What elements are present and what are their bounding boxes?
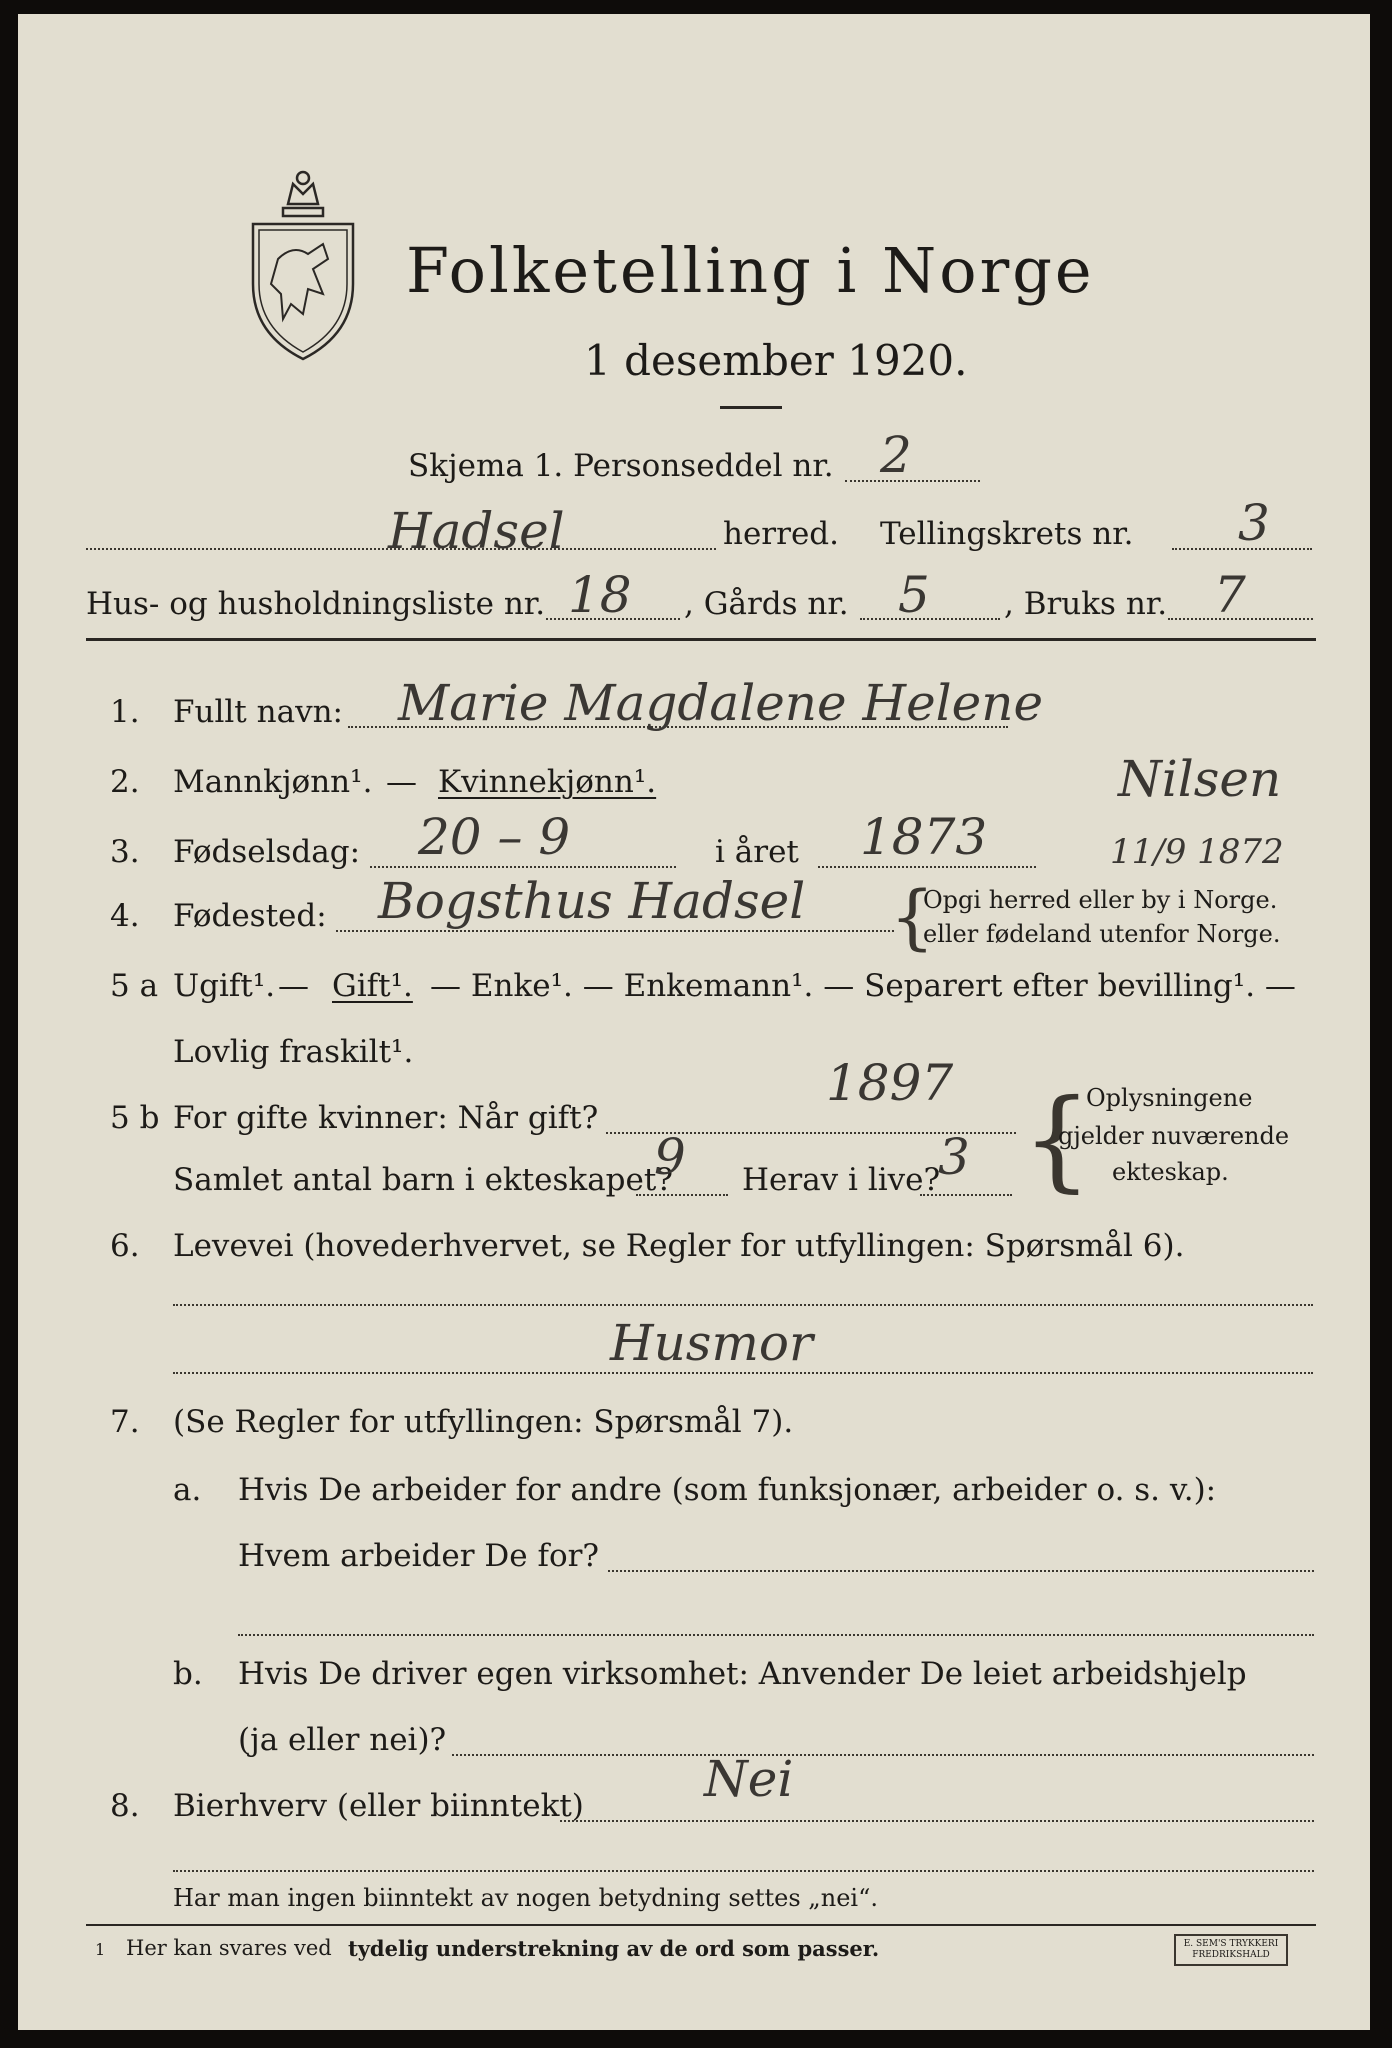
schema-line xyxy=(845,480,980,482)
q3-correction-note: 11/9 1872 xyxy=(1110,832,1284,872)
q5b-children-label: Samlet antal barn i ekteskapet? xyxy=(173,1162,673,1198)
q5b-note-3: ekteskap. xyxy=(1112,1158,1229,1186)
q5a-dash: — xyxy=(278,968,309,1004)
q3-line xyxy=(370,866,676,868)
footnote-text-2: tydelig understrekning av de ord som passer. xyxy=(348,1936,880,1961)
q4-note-2: eller fødeland utenfor Norge. xyxy=(923,920,1281,948)
q1-value: Marie Magdalene Helene xyxy=(398,674,1044,732)
title-divider xyxy=(720,406,782,409)
q5a-unmarried-option: Ugift¹. xyxy=(173,968,276,1004)
q3-year-value: 1873 xyxy=(860,808,988,866)
coat-of-arms-icon xyxy=(243,164,363,364)
q7a-number: a. xyxy=(173,1472,202,1508)
tellingskrets-label: Tellingskrets nr. xyxy=(880,516,1134,552)
q4-number: 4. xyxy=(110,898,140,934)
q8-line-2 xyxy=(173,1870,1314,1872)
q1-value-continued: Nilsen xyxy=(1118,750,1282,808)
q5b-value: 1897 xyxy=(826,1054,954,1112)
q8-label: Bierhverv (eller biinntekt) xyxy=(173,1788,584,1824)
hus-label: Hus- og husholdningsliste nr. xyxy=(86,586,546,622)
q7a-line-1 xyxy=(608,1570,1314,1572)
q3-number: 3. xyxy=(110,834,140,870)
q8-line-1 xyxy=(560,1820,1314,1822)
q3-label: Fødselsdag: xyxy=(173,834,361,870)
q6-number: 6. xyxy=(110,1228,140,1264)
q6-value: Husmor xyxy=(610,1314,813,1372)
printer-name: E. SEM'S TRYKKERI xyxy=(1183,1939,1279,1949)
header-rule xyxy=(86,638,1316,641)
q5a-married-option-selected: Gift¹. xyxy=(332,968,413,1004)
q5b-label: For gifte kvinner: Når gift? xyxy=(173,1100,599,1136)
q1-label: Fullt navn: xyxy=(173,694,343,730)
hus-value: 18 xyxy=(568,566,632,624)
q5b-brace: { xyxy=(1022,1075,1092,1203)
q5b-children-value: 9 xyxy=(654,1128,686,1186)
footer-rule xyxy=(86,1924,1316,1926)
footnote-number: 1 xyxy=(95,1940,106,1959)
q5b-note-2: gjelder nuværende xyxy=(1058,1122,1290,1150)
q6-line-1 xyxy=(173,1304,1313,1306)
q5b-children-line xyxy=(636,1194,728,1196)
q2-number: 2. xyxy=(110,764,140,800)
q7b-line xyxy=(452,1754,1314,1756)
q4-value: Bogsthus Hadsel xyxy=(378,872,806,930)
gards-label: , Gårds nr. xyxy=(684,586,849,622)
q7a-question: Hvem arbeider De for? xyxy=(238,1538,600,1574)
q7a-line-2 xyxy=(238,1634,1314,1636)
q4-brace: { xyxy=(890,876,935,958)
q1-number: 1. xyxy=(110,694,140,730)
form-date: 1 desember 1920. xyxy=(584,336,968,385)
gards-value: 5 xyxy=(898,566,930,624)
herred-label: herred. xyxy=(723,516,839,552)
q8-value: Nei xyxy=(704,1750,794,1808)
schema-value: 2 xyxy=(880,426,912,484)
q5b-alive-value: 3 xyxy=(938,1128,970,1186)
printer-city: FREDRIKSHALD xyxy=(1192,1950,1270,1960)
q3-year-line xyxy=(818,866,1036,868)
gards-line xyxy=(860,618,1000,620)
footer-note: Har man ingen biinntekt av nogen betydning settes „nei“. xyxy=(173,1884,878,1912)
q7b-number: b. xyxy=(173,1656,203,1692)
q3-year-label: i året xyxy=(715,834,799,870)
q7b-label: Hvis De driver egen virksomhet: Anvender De leiet arbeidshjelp xyxy=(238,1656,1247,1692)
q4-label: Fødested: xyxy=(173,898,327,934)
q5a-divorced-option: Lovlig fraskilt¹. xyxy=(173,1034,414,1070)
q2-female-option-selected: Kvinnekjønn¹. xyxy=(438,764,657,800)
q2-male-option: Mannkjønn¹. xyxy=(173,764,373,800)
q5b-alive-label: Herav i live? xyxy=(742,1162,941,1198)
q5a-other-options: — Enke¹. — Enkemann¹. — Separert efter bevilling¹. — xyxy=(430,968,1296,1004)
q7-number: 7. xyxy=(110,1404,140,1440)
bruks-value: 7 xyxy=(1214,566,1246,624)
tellingskrets-value: 3 xyxy=(1238,494,1270,552)
q5b-number: 5 b xyxy=(110,1100,160,1136)
q8-number: 8. xyxy=(110,1788,140,1824)
q7a-label: Hvis De arbeider for andre (som funksjonær, arbeider o. s. v.): xyxy=(238,1472,1217,1508)
bruks-label: , Bruks nr. xyxy=(1004,586,1168,622)
form-title: Folketelling i Norge xyxy=(406,234,1095,307)
q2-dash: — xyxy=(386,764,417,800)
q5b-note-1: Oplysningene xyxy=(1086,1084,1253,1112)
q7-label: (Se Regler for utfyllingen: Spørsmål 7). xyxy=(173,1404,794,1440)
q6-label: Levevei (hovederhvervet, se Regler for utfyllingen: Spørsmål 6). xyxy=(173,1228,1185,1264)
q4-note-1: Opgi herred eller by i Norge. xyxy=(923,886,1278,914)
census-form xyxy=(18,14,1370,2030)
q5b-alive-line xyxy=(920,1194,1012,1196)
q6-line-2 xyxy=(173,1372,1313,1374)
footnote-text-1: Her kan svares ved xyxy=(126,1936,332,1960)
printer-stamp xyxy=(1174,1934,1288,1966)
q3-value: 20 – 9 xyxy=(418,808,571,866)
q4-line xyxy=(336,930,894,932)
q7b-question: (ja eller nei)? xyxy=(238,1722,447,1758)
herred-value: Hadsel xyxy=(388,502,565,560)
q5a-number: 5 a xyxy=(110,968,159,1004)
schema-label: Skjema 1. Personseddel nr. xyxy=(408,448,834,484)
